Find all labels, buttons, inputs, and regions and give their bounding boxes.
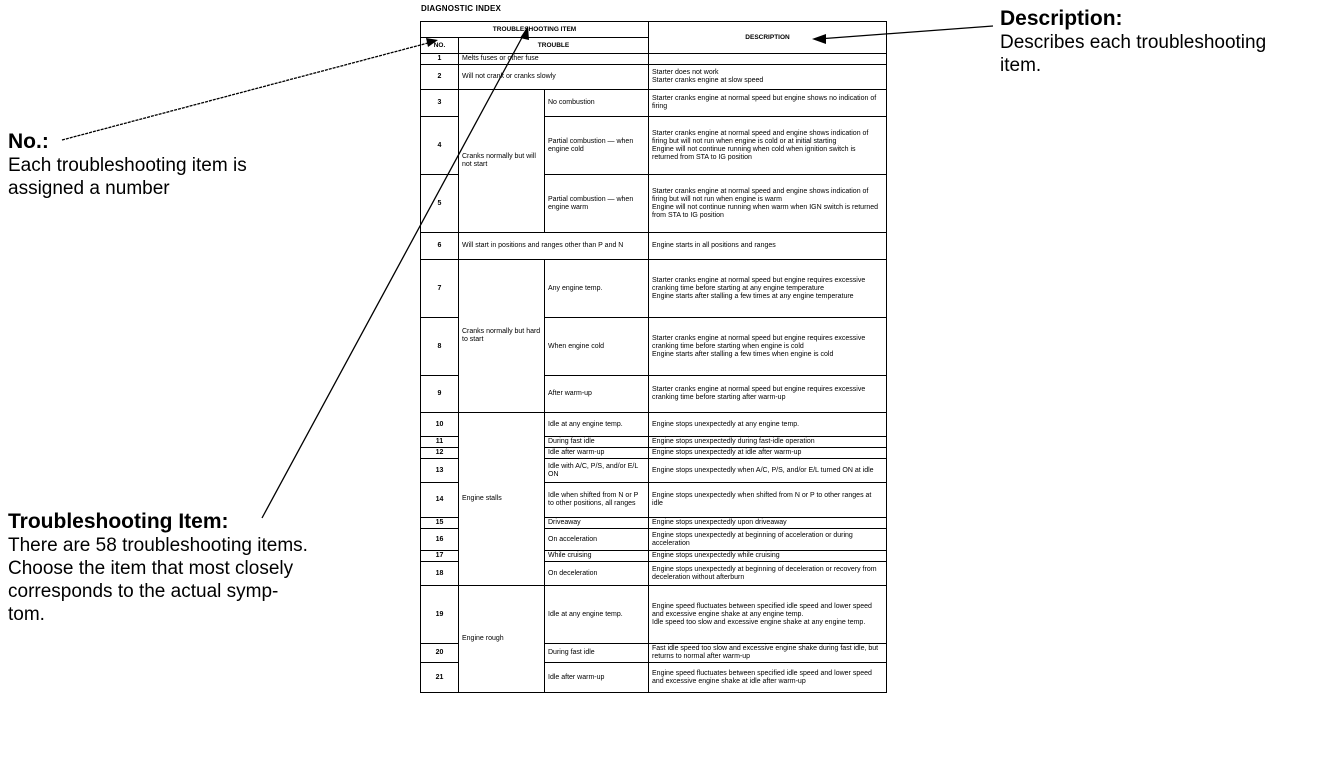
- trouble-condition-cell: Idle after warm-up: [545, 448, 649, 459]
- diagnostic-index-table: [420, 21, 887, 693]
- description-callout: [1000, 7, 1266, 77]
- description-cell: Starter cranks engine at normal speed but engine requires excessive cranking time before starting after warm-up: [649, 376, 887, 413]
- trouble-group-cell: Will not crank or cranks slowly: [459, 65, 649, 90]
- description-cell: Engine stops unexpectedly at any engine temp.: [649, 413, 887, 437]
- item-number-cell: 12: [421, 448, 459, 459]
- description-cell: Engine stops unexpectedly during fast-idle operation: [649, 437, 887, 448]
- trouble-group-cell: Melts fuses or other fuse: [459, 54, 649, 65]
- item-number-cell: 2: [421, 65, 459, 90]
- description-cell: Engine stops unexpectedly at beginning of acceleration or during acceleration: [649, 529, 887, 551]
- trouble-condition-cell: Idle at any engine temp.: [545, 413, 649, 437]
- table-row: [421, 54, 887, 65]
- troubleshooting-item-callout-line: corresponds to the actual symp-: [8, 581, 279, 602]
- no-callout-line: Each troubleshooting item is: [8, 155, 247, 176]
- description-callout-line: item.: [1000, 55, 1042, 76]
- item-number-cell: 16: [421, 529, 459, 551]
- trouble-group-cell: Will start in positions and ranges other than P and N: [459, 233, 649, 260]
- description-header: DESCRIPTION: [649, 22, 887, 54]
- table-row: [421, 260, 887, 318]
- description-cell: Starter cranks engine at normal speed but engine shows no indication of firing: [649, 90, 887, 117]
- no-header: NO.: [421, 38, 459, 54]
- table-row: [421, 65, 887, 90]
- troubleshooting-item-header: TROUBLESHOOTING ITEM: [421, 22, 649, 38]
- description-cell: Engine stops unexpectedly while cruising: [649, 551, 887, 562]
- troubleshooting-item-callout-line: Choose the item that most closely: [8, 558, 294, 579]
- no-callout-title: No.:: [8, 130, 49, 153]
- item-number-cell: 15: [421, 518, 459, 529]
- trouble-condition-cell: On acceleration: [545, 529, 649, 551]
- trouble-condition-cell: While cruising: [545, 551, 649, 562]
- troubleshooting-item-callout-title: Troubleshooting Item:: [8, 510, 229, 533]
- item-number-cell: 13: [421, 459, 459, 483]
- description-cell: Starter cranks engine at normal speed but engine requires excessive cranking time before starting when engine is cold Engine starts after stalling a few times when engine is cold: [649, 318, 887, 376]
- no-callout-line: assigned a number: [8, 178, 170, 199]
- trouble-condition-cell: When engine cold: [545, 318, 649, 376]
- table-row: [421, 90, 887, 117]
- description-cell: Engine stops unexpectedly when A/C, P/S, and/or E/L turned ON at idle: [649, 459, 887, 483]
- description-cell: Starter cranks engine at normal speed and engine shows indication of firing but will not run when engine is cold or at initial starting Engine will not continue running when cold when ignition switch is returned from STA to IG position: [649, 117, 887, 175]
- trouble-condition-cell: Driveaway: [545, 518, 649, 529]
- troubleshooting-item-callout-line: tom.: [8, 604, 45, 625]
- trouble-condition-cell: No combustion: [545, 90, 649, 117]
- description-cell: [649, 54, 887, 65]
- trouble-condition-cell: Partial combustion — when engine warm: [545, 175, 649, 233]
- item-number-cell: 3: [421, 90, 459, 117]
- item-number-cell: 21: [421, 663, 459, 693]
- item-number-cell: 19: [421, 586, 459, 644]
- troubleshooting-item-callout-line: There are 58 troubleshooting items.: [8, 535, 308, 556]
- description-cell: Engine stops unexpectedly at idle after warm-up: [649, 448, 887, 459]
- item-number-cell: 10: [421, 413, 459, 437]
- diagnostic-index-title: DIAGNOSTIC INDEX: [421, 4, 502, 13]
- trouble-group-cell: Cranks normally but hard to start: [459, 260, 545, 413]
- trouble-condition-cell: During fast idle: [545, 644, 649, 663]
- trouble-condition-cell: Idle when shifted from N or P to other positions, all ranges: [545, 483, 649, 518]
- troubleshooting-item-callout: [8, 510, 308, 626]
- description-cell: Engine stops unexpectedly at beginning of deceleration or recovery from deceleration without afterburn: [649, 562, 887, 586]
- description-cell: Engine stops unexpectedly when shifted from N or P to other ranges at idle: [649, 483, 887, 518]
- trouble-condition-cell: Idle after warm-up: [545, 663, 649, 693]
- trouble-condition-cell: After warm-up: [545, 376, 649, 413]
- item-number-cell: 18: [421, 562, 459, 586]
- item-number-cell: 20: [421, 644, 459, 663]
- trouble-group-cell: Engine rough: [459, 586, 545, 693]
- description-cell: Starter cranks engine at normal speed and engine shows indication of firing but will not run when engine is warm Engine will not continue running when warm when IGN switch is returned from STA to IG position: [649, 175, 887, 233]
- item-number-cell: 4: [421, 117, 459, 175]
- item-number-cell: 11: [421, 437, 459, 448]
- item-number-cell: 1: [421, 54, 459, 65]
- description-callout-title: Description:: [1000, 7, 1123, 30]
- description-cell: Engine speed fluctuates between specified idle speed and lower speed and excessive engine shake at any engine temp. Idle speed too slow and excessive engine shake at any engine temp.: [649, 586, 887, 644]
- trouble-condition-cell: Idle with A/C, P/S, and/or E/L ON: [545, 459, 649, 483]
- no-leader-line: [62, 43, 428, 140]
- item-number-cell: 7: [421, 260, 459, 318]
- description-cell: Starter does not work Starter cranks engine at slow speed: [649, 65, 887, 90]
- description-cell: Starter cranks engine at normal speed but engine requires excessive cranking time before starting at any engine temperature Engine starts after stalling a few times at any engine temperature: [649, 260, 887, 318]
- diagnostic-index-body: [421, 54, 887, 693]
- trouble-condition-cell: During fast idle: [545, 437, 649, 448]
- trouble-group-cell: Cranks normally but will not start: [459, 90, 545, 233]
- trouble-condition-cell: Idle at any engine temp.: [545, 586, 649, 644]
- trouble-condition-cell: On deceleration: [545, 562, 649, 586]
- description-cell: Engine speed fluctuates between specified idle speed and lower speed and excessive engine shake at idle after warm-up: [649, 663, 887, 693]
- description-callout-line: Describes each troubleshooting: [1000, 32, 1267, 53]
- table-row: [421, 413, 887, 437]
- item-number-cell: 14: [421, 483, 459, 518]
- item-number-cell: 6: [421, 233, 459, 260]
- description-cell: Fast idle speed too slow and excessive engine shake during fast idle, but returns to normal after warm-up: [649, 644, 887, 663]
- trouble-group-cell: Engine stalls: [459, 413, 545, 586]
- no-callout: [8, 130, 247, 200]
- item-number-cell: 8: [421, 318, 459, 376]
- item-number-cell: 5: [421, 175, 459, 233]
- table-row: [421, 586, 887, 644]
- description-cell: Engine starts in all positions and ranges: [649, 233, 887, 260]
- table-row: [421, 233, 887, 260]
- item-number-cell: 9: [421, 376, 459, 413]
- trouble-condition-cell: Partial combustion — when engine cold: [545, 117, 649, 175]
- item-number-cell: 17: [421, 551, 459, 562]
- trouble-condition-cell: Any engine temp.: [545, 260, 649, 318]
- trouble-header: TROUBLE: [459, 38, 649, 54]
- description-cell: Engine stops unexpectedly upon driveaway: [649, 518, 887, 529]
